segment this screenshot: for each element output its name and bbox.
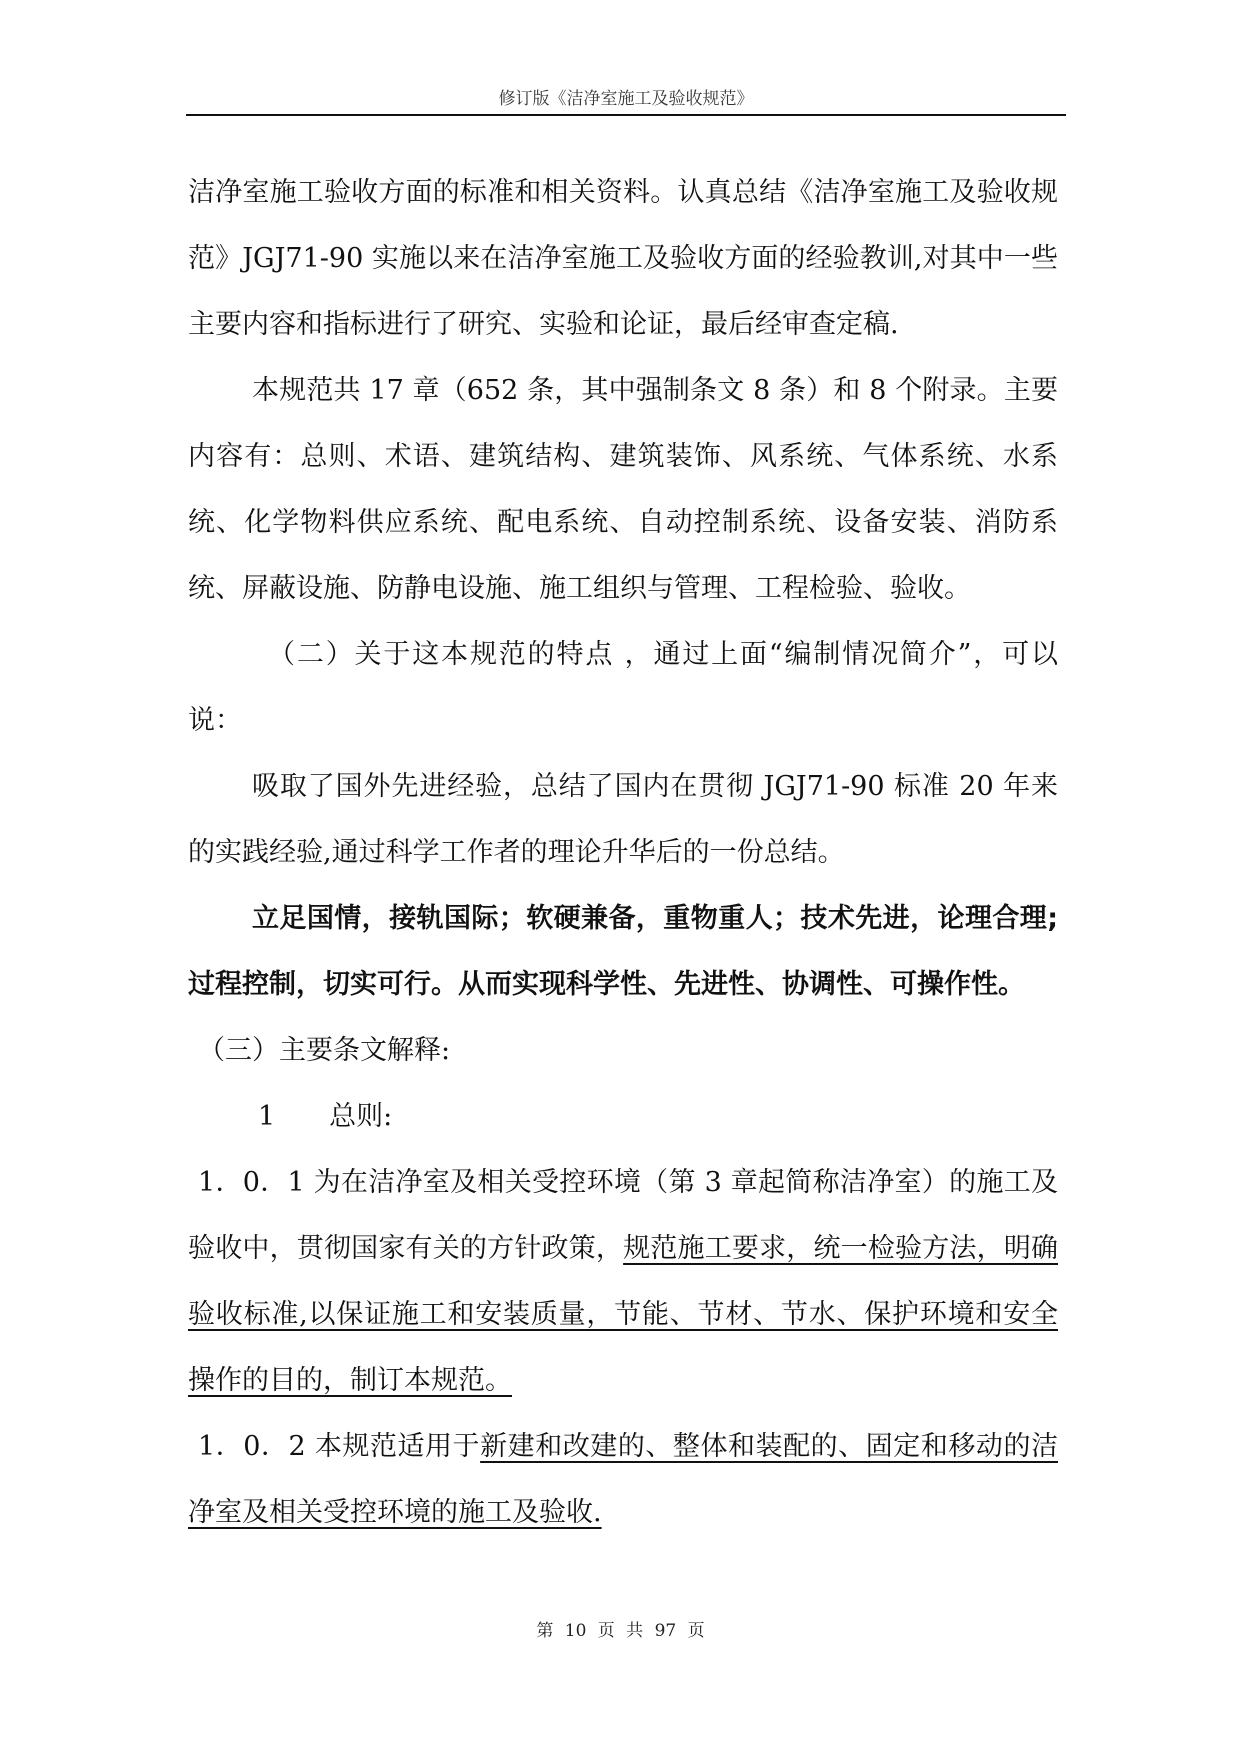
- clause-1-0-2-text: 1．0．2 本规范适用于: [198, 1431, 481, 1462]
- clause-1-0-2: [188, 1414, 1058, 1546]
- page-footer: 第 10 页 共 97 页: [536, 1621, 705, 1641]
- paragraph-contents: 本规范共 17 章（652 条，其中强制条文 8 条）和 8 个附录。主要内容有：总则、术语、建筑结构、建筑装饰、风系统、气体系统、水系统、化学物料供应系统、配电系统、自动控制系统、设备安装、消防系统、屏蔽设施、防静电设施、施工组织与管理、工程检验、验收。: [188, 375, 1058, 604]
- paragraph-intro-continued: 洁净室施工验收方面的标准和相关资料。认真总结《洁净室施工及验收规范》JGJ71-90 实施以来在洁净室施工及验收方面的经验教训,对其中一些主要内容和指标进行了研究、实验和论证，最后经审查定稿.: [188, 177, 1058, 340]
- paragraph-principles: 立足国情，接轨国际；软硬兼备，重物重人；技术先进，论理合理; 过程控制，切实可行。从而实现科学性、先进性、协调性、可操作性。: [188, 903, 1058, 1000]
- paragraph-experience: 吸取了国外先进经验，总结了国内在贯彻 JGJ71-90 标准 20 年来的实践经验,通过科学工作者的理论升华后的一份总结。: [188, 771, 1058, 868]
- paragraph-features-heading: （二）关于这本规范的特点 ，通过上面“编制情况简介”，可以说：: [188, 639, 1058, 736]
- page-header: 修订版《洁净室施工及验收规范》: [498, 89, 754, 109]
- clause-1-0-1-underlined: 规范施工要求，统一检验方法，明确验收标准,以保证施工和安装质量，节能、节材、节水、保护环境和安全操作的目的，制订本规范。: [188, 1233, 1059, 1396]
- section-heading-clauses: （三）主要条文解释:: [198, 1035, 451, 1066]
- chapter-heading-general: 1 总则:: [258, 1101, 393, 1132]
- clause-1-0-1: [188, 1150, 1058, 1414]
- clause-1-0-2-underlined: 新建和改建的、整体和装配的、固定和移动的洁净室及相关受控环境的施工及验收.: [188, 1431, 1058, 1528]
- clause-1-0-1-text: 1．0．1 为在洁净室及相关受控环境（第 3 章起简称洁净室）的施工及验收中，贯彻国家有关的方针政策，: [188, 1167, 1058, 1264]
- document-body: [188, 160, 1058, 1546]
- header-rule: [186, 114, 1066, 116]
